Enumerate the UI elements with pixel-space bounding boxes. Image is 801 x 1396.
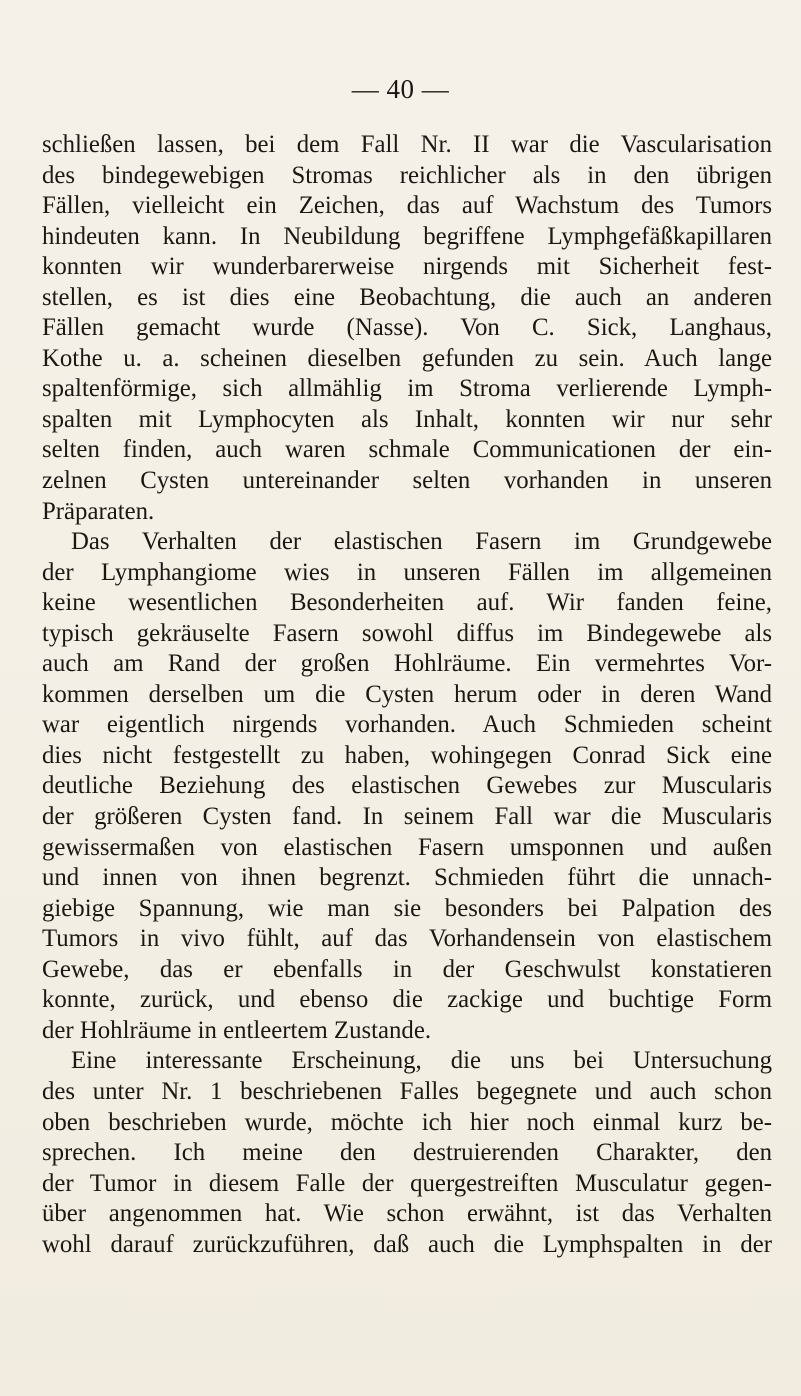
text-line: und innen von ihnen begrenzt. Schmieden führt die unnach- [42, 864, 772, 892]
text-line: giebige Spannung, wie man sie besonders bei Palpation des [42, 894, 772, 922]
text-line: gewissermaßen von elastischen Fasern umsponnen und außen [42, 833, 772, 861]
paragraph-start-line: Das Verhalten der elastischen Fasern im Grundgewebe [71, 528, 772, 556]
text-line: der größeren Cysten fand. In seinem Fall war die Muscularis [42, 803, 772, 831]
text-line: war eigentlich nirgends vorhanden. Auch Schmieden scheint [42, 711, 772, 739]
text-line: der Tumor in diesem Falle der quergestreiften Musculatur gegen- [42, 1169, 772, 1197]
page-number-header: — 40 — [351, 74, 450, 104]
text-line: der Lymphangiome wies in unseren Fällen im allgemeinen [42, 558, 772, 586]
text-line: über angenommen hat. Wie schon erwähnt, ist das Verhalten [42, 1200, 772, 1228]
paragraph-end-line: der Hohlräume in entleertem Zustande. [42, 1016, 432, 1044]
text-line: Gewebe, das er ebenfalls in der Geschwulst konstatieren [42, 955, 772, 983]
paragraph-start-line: Eine interessante Erscheinung, die uns bei Untersuchung [71, 1047, 772, 1075]
text-line: hindeuten kann. In Neubildung begriffene Lymphgefäßkapillaren [42, 222, 772, 250]
text-line: des bindegewebigen Stromas reichlicher als in den übrigen [42, 161, 772, 189]
text-line: schließen lassen, bei dem Fall Nr. II war die Vascularisation [42, 131, 772, 158]
text-line: Kothe u. a. scheinen dieselben gefunden zu sein. Auch lange [42, 344, 772, 372]
text-line: oben beschrieben wurde, möchte ich hier noch einmal kurz be- [42, 1108, 772, 1136]
text-line: spaltenförmige, sich allmählig im Stroma verlierende Lymph- [42, 375, 772, 403]
text-line: wohl darauf zurückzuführen, daß auch die Lymphspalten in der [42, 1230, 772, 1258]
body-text [42, 130, 772, 1260]
text-line: selten finden, auch waren schmale Communicationen der ein- [42, 436, 772, 464]
text-line: Tumors in vivo fühlt, auf das Vorhandensein von elastischem [42, 925, 772, 953]
text-line: spalten mit Lymphocyten als Inhalt, konnten wir nur sehr [42, 405, 772, 433]
text-line: stellen, es ist dies eine Beobachtung, die auch an anderen [42, 283, 772, 311]
text-line: konnte, zurück, und ebenso die zackige und buchtige Form [42, 986, 772, 1014]
text-line: Fällen gemacht wurde (Nasse). Von C. Sick, Langhaus, [42, 314, 772, 342]
text-line: auch am Rand der großen Hohlräume. Ein vermehrtes Vor- [42, 650, 772, 678]
paragraph-end-line: Präparaten. [42, 497, 155, 525]
text-line: keine wesentlichen Besonderheiten auf. Wir fanden feine, [42, 589, 772, 617]
text-line: Fällen, vielleicht ein Zeichen, das auf Wachstum des Tumors [42, 192, 772, 220]
text-line: zelnen Cysten untereinander selten vorhanden in unseren [42, 467, 772, 495]
text-line: dies nicht festgestellt zu haben, wohingegen Conrad Sick eine [42, 741, 772, 769]
text-line: sprechen. Ich meine den destruierenden Charakter, den [42, 1139, 772, 1167]
text-line: konnten wir wunderbarerweise nirgends mit Sicherheit fest- [42, 253, 772, 281]
text-line: kommen derselben um die Cysten herum oder in deren Wand [42, 680, 772, 708]
text-line: des unter Nr. 1 beschriebenen Falles begegnete und auch schon [42, 1077, 772, 1105]
text-line: typisch gekräuselte Fasern sowohl diffus im Bindegewebe als [42, 619, 772, 647]
text-line: deutliche Beziehung des elastischen Gewebes zur Muscularis [42, 772, 772, 800]
